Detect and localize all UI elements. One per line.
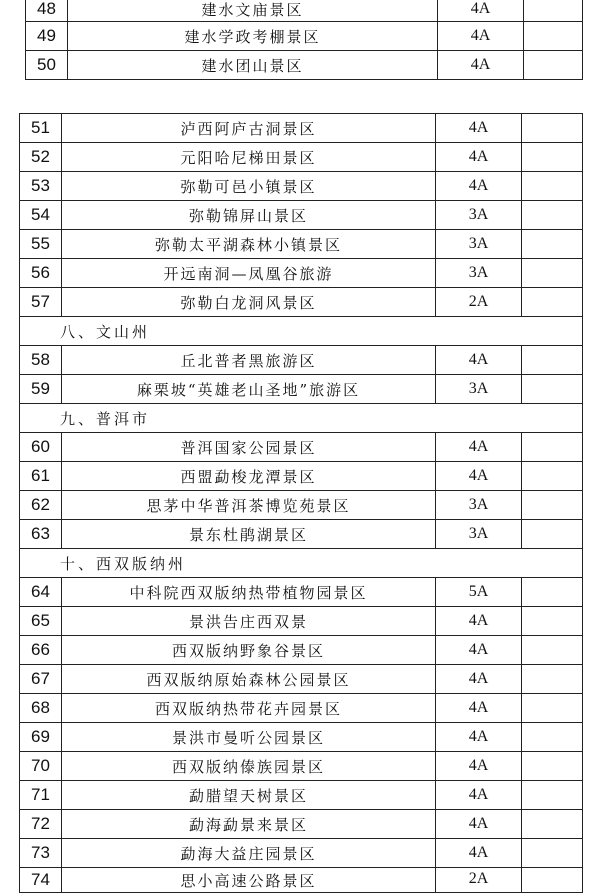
empty-cell (524, 51, 583, 80)
row-number: 53 (20, 172, 62, 201)
section-title: 八、文山州 (20, 317, 583, 346)
section-header-row (20, 317, 583, 346)
table-row (20, 433, 583, 462)
rating-grade: 4A (436, 723, 522, 752)
row-number: 74 (20, 868, 62, 893)
empty-cell (522, 723, 583, 752)
table-row (20, 810, 583, 839)
empty-cell (522, 810, 583, 839)
row-number: 67 (20, 665, 62, 694)
row-number: 68 (20, 694, 62, 723)
row-number: 71 (20, 781, 62, 810)
empty-cell (522, 636, 583, 665)
empty-cell (524, 0, 583, 22)
section-header-row (20, 404, 583, 433)
table-row (20, 375, 583, 404)
rating-grade: 4A (436, 839, 522, 868)
row-number: 63 (20, 520, 62, 549)
table-row (20, 636, 583, 665)
scenic-spot-name: 建水学政考棚景区 (68, 22, 438, 51)
table-row (20, 665, 583, 694)
row-number: 62 (20, 491, 62, 520)
rating-grade: 4A (436, 462, 522, 491)
row-number: 65 (20, 607, 62, 636)
row-number: 72 (20, 810, 62, 839)
rating-grade: 4A (438, 0, 524, 22)
table-row (20, 143, 583, 172)
rating-grade: 4A (436, 114, 522, 143)
rating-grade: 4A (436, 781, 522, 810)
empty-cell (522, 578, 583, 607)
table-row (20, 868, 583, 893)
table-row (20, 491, 583, 520)
empty-cell (522, 346, 583, 375)
row-number: 64 (20, 578, 62, 607)
table-row (20, 723, 583, 752)
table-row (20, 172, 583, 201)
rating-grade: 4A (436, 172, 522, 201)
scenic-spot-name: 弥勒太平湖森林小镇景区 (62, 230, 436, 259)
empty-cell (522, 752, 583, 781)
scenic-spot-name: 弥勒可邑小镇景区 (62, 172, 436, 201)
table-row (20, 781, 583, 810)
rating-grade: 5A (436, 578, 522, 607)
section-header-row (20, 549, 583, 578)
section-title: 九、普洱市 (20, 404, 583, 433)
rating-grade: 2A (436, 868, 522, 893)
scenic-spot-name: 普洱国家公园景区 (62, 433, 436, 462)
table-body (26, 0, 583, 80)
rating-grade: 2A (436, 288, 522, 317)
scenic-spot-name: 西双版纳原始森林公园景区 (62, 665, 436, 694)
scenic-spots-table-main (19, 113, 583, 893)
empty-cell (522, 781, 583, 810)
row-number: 60 (20, 433, 62, 462)
table-row (26, 22, 583, 51)
table-row (20, 752, 583, 781)
scenic-spots-table-top (25, 0, 583, 80)
empty-cell (522, 839, 583, 868)
row-number: 55 (20, 230, 62, 259)
empty-cell (524, 22, 583, 51)
empty-cell (522, 230, 583, 259)
table-body (20, 114, 583, 893)
row-number: 58 (20, 346, 62, 375)
section-title: 十、西双版纳州 (20, 549, 583, 578)
scenic-spot-name: 开远南洞—凤凰谷旅游 (62, 259, 436, 288)
table-row (20, 259, 583, 288)
empty-cell (522, 520, 583, 549)
scenic-spot-name: 丘北普者黑旅游区 (62, 346, 436, 375)
rating-grade: 4A (436, 433, 522, 462)
scenic-spot-name: 勐腊望天树景区 (62, 781, 436, 810)
empty-cell (522, 433, 583, 462)
empty-cell (522, 172, 583, 201)
rating-grade: 3A (436, 491, 522, 520)
table-row (20, 694, 583, 723)
rating-grade: 3A (436, 230, 522, 259)
rating-grade: 4A (436, 607, 522, 636)
scenic-spot-name: 建水团山景区 (68, 51, 438, 80)
scenic-spot-name: 泸西阿庐古洞景区 (62, 114, 436, 143)
row-number: 57 (20, 288, 62, 317)
table-row (20, 230, 583, 259)
rating-grade: 3A (436, 259, 522, 288)
row-number: 66 (20, 636, 62, 665)
scenic-spot-name: 西双版纳傣族园景区 (62, 752, 436, 781)
empty-cell (522, 665, 583, 694)
table-row (26, 0, 583, 22)
empty-cell (522, 375, 583, 404)
row-number: 69 (20, 723, 62, 752)
rating-grade: 4A (436, 810, 522, 839)
scenic-spot-name: 西双版纳野象谷景区 (62, 636, 436, 665)
rating-grade: 4A (436, 694, 522, 723)
scenic-spot-name: 麻栗坡“英雄老山圣地”旅游区 (62, 375, 436, 404)
scenic-spot-name: 弥勒白龙洞风景区 (62, 288, 436, 317)
empty-cell (522, 491, 583, 520)
row-number: 49 (26, 22, 68, 51)
scenic-spot-name: 景东杜鹃湖景区 (62, 520, 436, 549)
scenic-spot-name: 勐海勐景来景区 (62, 810, 436, 839)
rating-grade: 4A (436, 636, 522, 665)
row-number: 70 (20, 752, 62, 781)
row-number: 56 (20, 259, 62, 288)
empty-cell (522, 201, 583, 230)
scenic-spot-name: 思小高速公路景区 (62, 868, 436, 893)
empty-cell (522, 868, 583, 893)
empty-cell (522, 607, 583, 636)
scenic-spot-name: 思茅中华普洱茶博览苑景区 (62, 491, 436, 520)
table-row (20, 607, 583, 636)
empty-cell (522, 462, 583, 491)
scenic-spot-name: 弥勒锦屏山景区 (62, 201, 436, 230)
table-row (20, 839, 583, 868)
row-number: 50 (26, 51, 68, 80)
table-row (20, 520, 583, 549)
table-row (20, 578, 583, 607)
scenic-spot-name: 中科院西双版纳热带植物园景区 (62, 578, 436, 607)
rating-grade: 3A (436, 375, 522, 404)
scenic-spot-name: 景洪市曼听公园景区 (62, 723, 436, 752)
empty-cell (522, 114, 583, 143)
table-row (20, 288, 583, 317)
rating-grade: 4A (436, 143, 522, 172)
row-number: 52 (20, 143, 62, 172)
rating-grade: 4A (438, 22, 524, 51)
rating-grade: 4A (436, 665, 522, 694)
table-row (20, 201, 583, 230)
table-row (26, 51, 583, 80)
rating-grade: 4A (436, 752, 522, 781)
table-row (20, 346, 583, 375)
table-row (20, 462, 583, 491)
table-row (20, 114, 583, 143)
scenic-spot-name: 勐海大益庄园景区 (62, 839, 436, 868)
row-number: 59 (20, 375, 62, 404)
empty-cell (522, 288, 583, 317)
rating-grade: 3A (436, 201, 522, 230)
rating-grade: 4A (438, 51, 524, 80)
scenic-spot-name: 景洪告庄西双景 (62, 607, 436, 636)
scenic-spot-name: 建水文庙景区 (68, 0, 438, 22)
row-number: 61 (20, 462, 62, 491)
empty-cell (522, 143, 583, 172)
row-number: 73 (20, 839, 62, 868)
scenic-spot-name: 西盟勐梭龙潭景区 (62, 462, 436, 491)
scenic-spot-name: 元阳哈尼梯田景区 (62, 143, 436, 172)
row-number: 48 (26, 0, 68, 22)
scenic-spot-name: 西双版纳热带花卉园景区 (62, 694, 436, 723)
rating-grade: 3A (436, 520, 522, 549)
row-number: 54 (20, 201, 62, 230)
empty-cell (522, 259, 583, 288)
empty-cell (522, 694, 583, 723)
rating-grade: 4A (436, 346, 522, 375)
row-number: 51 (20, 114, 62, 143)
